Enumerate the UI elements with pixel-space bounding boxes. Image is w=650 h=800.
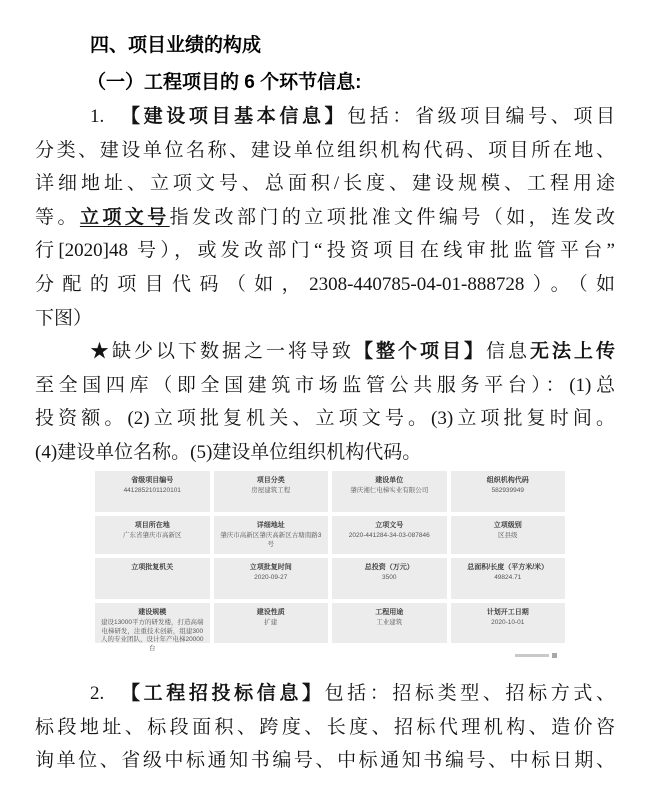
body-text: 1.	[90, 106, 131, 127]
text-line	[35, 100, 615, 134]
info-cell-value: 肇庆湘仁电梯实业有限公司	[350, 487, 429, 494]
body-text: 至全国四库（即全国建筑市场监管公共服务平台）：(1)总	[35, 374, 615, 396]
text-line	[35, 167, 615, 201]
text-line	[35, 201, 615, 235]
text-line	[35, 677, 615, 711]
info-cell-label: 总面积/长度（平方米/米）	[467, 564, 549, 571]
body-text: 包括：省级项目编号、项目	[347, 106, 615, 127]
info-cell-label: 建设规模	[138, 609, 167, 616]
info-cell	[332, 471, 447, 512]
body-text: 详细地址、立项文号、总面积/长度、建设规模、工程用途	[35, 173, 615, 195]
text-line	[35, 134, 615, 168]
info-cell-value: 2020-09-27	[254, 574, 288, 581]
info-cell-label: 省级项目编号	[131, 477, 174, 484]
text-line	[35, 268, 615, 302]
info-cell-label: 项目分类	[256, 477, 285, 484]
text-line	[35, 234, 615, 268]
body-text: 等。	[35, 206, 80, 228]
info-cell-label: 立项批复机关	[131, 564, 174, 571]
info-cell	[332, 603, 447, 643]
info-cell	[214, 471, 329, 512]
info-cell-label: 详细地址	[256, 522, 285, 529]
body-text: 2.	[90, 683, 131, 704]
info-cell-label: 建设性质	[256, 609, 285, 616]
body-text: 分类、建设单位名称、建设单位组织机构代码、项目所在地、	[35, 139, 615, 161]
info-cell	[95, 558, 210, 599]
info-cell-value: 3500	[382, 574, 397, 581]
body-text: 行[2020]48 号），或发改部门“投资项目在线审批监管平台”	[35, 240, 615, 262]
section-heading: 四、项目业绩的构成	[90, 35, 262, 56]
text-line	[35, 402, 615, 436]
caption-box-mark	[552, 653, 557, 658]
info-cell-value: 肇庆市高新区肇庆高新区古塘南路3号	[220, 532, 322, 548]
project-info-grid	[95, 471, 565, 652]
text-line	[35, 335, 615, 369]
info-cell-value: 建设13000平方的研发楼，打造高端电梯研发，注重技术创新，组建300人的专业团队，设计年产电梯20000台	[100, 619, 204, 652]
text-line	[35, 744, 615, 778]
info-cell-label: 总投资（万元）	[364, 564, 414, 571]
body-text: (4)建设单位名称。(5)建设单位组织机构代码。	[35, 441, 422, 463]
emphasis-text: 立项文号	[79, 206, 170, 228]
info-cell	[95, 471, 210, 512]
body-text: 标段地址、标段面积、跨度、长度、招标代理机构、造价咨	[35, 716, 615, 738]
info-cell-value: 4412852101120101	[123, 487, 181, 494]
info-cell-label: 计划开工日期	[486, 609, 529, 616]
embedded-screenshot-table	[95, 471, 565, 652]
emphasis-text: 【建设项目基本信息】	[130, 106, 348, 127]
info-cell-value: 区县级	[498, 532, 518, 539]
info-cell	[332, 558, 447, 599]
text-line	[35, 302, 615, 336]
info-cell	[214, 516, 329, 554]
info-cell-label: 立项文号	[375, 522, 404, 529]
subsection-heading: （一）工程项目的 6 个环节信息:	[87, 72, 362, 93]
body-text: 投资额。(2)立项批复机关、立项文号。(3)立项批复时间。	[35, 408, 615, 430]
text-line	[35, 711, 615, 745]
info-cell-value: 582939949	[491, 487, 525, 494]
text-line	[35, 436, 615, 470]
body-text: 下图）	[35, 307, 93, 329]
info-cell	[214, 558, 329, 599]
info-cell-value: 扩建	[264, 619, 278, 626]
info-cell-value: 房屋建筑工程	[251, 487, 291, 494]
info-cell-label: 立项批复时间	[249, 564, 292, 571]
info-cell-label: 建设单位	[375, 477, 404, 484]
info-cell	[451, 471, 566, 512]
info-cell-label: 组织机构代码	[486, 477, 529, 484]
info-cell-label: 项目所在地	[134, 522, 170, 529]
body-text: ★缺少以下数据之一将导致	[90, 341, 354, 363]
body-text: 包括：招标类型、招标方式、	[324, 683, 615, 704]
paragraph-block-1	[35, 100, 615, 470]
info-cell	[451, 516, 566, 554]
info-cell	[451, 603, 566, 643]
screenshot-caption-marks	[95, 650, 557, 660]
info-cell-value: 广东省肇庆市高新区	[123, 532, 182, 539]
paragraph-block-2	[35, 677, 615, 778]
info-cell-value: 2020-441284-34-03-087846	[348, 532, 430, 539]
info-cell	[332, 516, 447, 554]
emphasis-text: 【整个项目】	[353, 341, 486, 363]
body-text: 询单位、省级中标通知书编号、中标通知书编号、中标日期、	[35, 750, 615, 772]
emphasis-text: 无法上传	[529, 341, 615, 363]
emphasis-text: 【工程招投标信息】	[130, 683, 325, 704]
body-text: 分配的项目代码（如，2308-440785-04-01-888728）。（如	[35, 273, 615, 295]
info-cell-label: 工程用途	[375, 609, 404, 616]
body-text: 信息	[485, 341, 530, 363]
info-cell-value: 49824.71	[494, 574, 522, 581]
text-line	[35, 369, 615, 403]
info-cell	[214, 603, 329, 643]
info-cell	[95, 516, 210, 554]
info-cell	[95, 603, 210, 652]
info-cell	[451, 558, 566, 599]
info-cell-value: 工业建筑	[376, 619, 403, 626]
body-text: 指发改部门的立项批准文件编号（如，连发改	[169, 206, 615, 228]
info-cell-label: 立项级别	[493, 522, 522, 529]
caption-line-mark	[515, 654, 549, 657]
info-cell-value: 2020-10-01	[491, 619, 525, 626]
